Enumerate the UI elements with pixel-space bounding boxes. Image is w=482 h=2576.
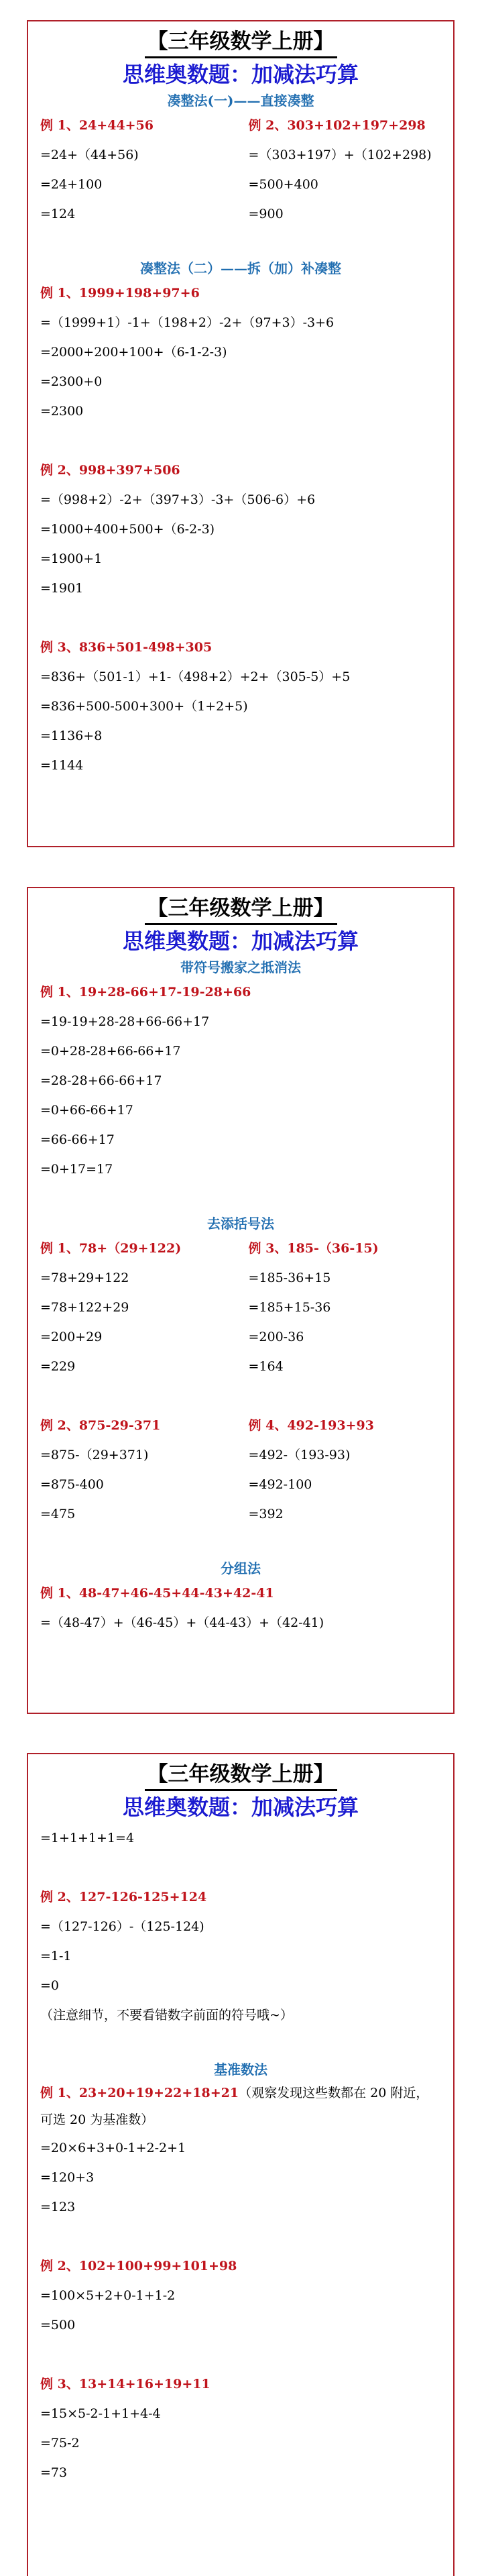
solution-step: =1136+8 bbox=[40, 729, 103, 743]
solution-step: =2300+0 bbox=[40, 374, 103, 389]
page-title: 【三年级数学上册】 bbox=[145, 1761, 337, 1791]
solution-step: =0+66-66+17 bbox=[40, 1103, 133, 1118]
page-subtitle: 思维奥数题：加减法巧算 bbox=[122, 928, 359, 954]
example-heading: 例 2、102+100+99+101+98 bbox=[40, 2259, 237, 2273]
solution-step: =164 bbox=[248, 1359, 284, 1374]
example-columns bbox=[40, 1234, 441, 1381]
example-columns bbox=[40, 1411, 441, 1529]
example-heading: 例 1、48-47+46-45+44-43+42-41 bbox=[40, 1586, 274, 1601]
page-subtitle: 思维奥数题：加减法巧算 bbox=[122, 62, 359, 87]
solution-step: =836+（501-1）+1-（498+2）+2+（305-5）+5 bbox=[40, 669, 351, 684]
solution-step: =28-28+66-66+17 bbox=[40, 1073, 162, 1088]
section-title: 基准数法 bbox=[214, 2061, 267, 2078]
section-title: 带符号搬家之抵消法 bbox=[180, 959, 301, 975]
solution-step: =500 bbox=[40, 2318, 76, 2332]
solution-step: =（127-126）-（125-124) bbox=[40, 1919, 204, 1934]
solution-step: =900 bbox=[248, 207, 284, 221]
example-heading: 例 2、303+102+197+298 bbox=[248, 118, 426, 133]
solution-step: =78+29+122 bbox=[40, 1271, 129, 1285]
section-title: 分组法 bbox=[221, 1560, 261, 1576]
example-heading: 例 2、127-126-125+124 bbox=[40, 1890, 207, 1904]
example-heading: 例 1、19+28-66+17-19-28+66 bbox=[40, 985, 251, 1000]
solution-step: =0 bbox=[40, 1978, 60, 1993]
example-right bbox=[249, 1411, 442, 1529]
worksheet-page-3 bbox=[27, 1753, 455, 2576]
page-header bbox=[40, 895, 441, 957]
page-header bbox=[40, 28, 441, 91]
example-columns bbox=[40, 111, 441, 229]
example-heading: 例 4、492-193+93 bbox=[248, 1418, 374, 1433]
page-header bbox=[40, 1761, 441, 1823]
solution-step: =2000+200+100+（6-1-2-3) bbox=[40, 345, 227, 360]
solution-step: =492-100 bbox=[248, 1477, 312, 1492]
solution-step: =（1999+1）-1+（198+2）-2+（97+3）-3+6 bbox=[40, 315, 335, 330]
solution-step: =78+122+29 bbox=[40, 1300, 129, 1315]
example-block bbox=[40, 977, 441, 1184]
example-heading: 例 3、185-（36-15) bbox=[248, 1241, 379, 1256]
page-title: 【三年级数学上册】 bbox=[145, 28, 337, 58]
solution-step: =492-（193-93) bbox=[248, 1448, 351, 1462]
example-note: （观察发现这些数都在 20 附近，可选 20 为基准数） bbox=[40, 2086, 429, 2127]
example-block bbox=[40, 633, 441, 780]
solution-step: =（998+2）-2+（397+3）-3+（506-6）+6 bbox=[40, 492, 316, 507]
solution-step: =15×5-2-1+1+4-4 bbox=[40, 2406, 161, 2421]
solution-step: =100×5+2+0-1+1-2 bbox=[40, 2288, 176, 2303]
example-block bbox=[40, 2251, 441, 2340]
solution-step: =（48-47）+（46-45）+（44-43）+（42-41) bbox=[40, 1615, 324, 1630]
example-heading: 例 3、836+501-498+305 bbox=[40, 640, 213, 655]
page-subtitle: 思维奥数题：加减法巧算 bbox=[122, 1794, 359, 1820]
solution-step: =836+500-500+300+（1+2+5) bbox=[40, 699, 248, 714]
example-right bbox=[249, 1234, 442, 1381]
example-block bbox=[40, 455, 441, 603]
solution-step: =0+17=17 bbox=[40, 1162, 113, 1177]
example-heading: 例 1、23+20+19+22+18+21 bbox=[40, 2086, 239, 2100]
solution-step: =（303+197）+（102+298) bbox=[248, 148, 432, 162]
example-left bbox=[40, 1411, 249, 1529]
section-title: 凑整法(一)——直接凑整 bbox=[167, 93, 314, 109]
example-heading: 例 1、78+（29+122) bbox=[40, 1241, 182, 1256]
solution-step: =123 bbox=[40, 2200, 76, 2214]
example-block bbox=[40, 2080, 441, 2222]
solution-step: =500+400 bbox=[248, 177, 318, 192]
example-block bbox=[40, 278, 441, 426]
example-heading-with-note bbox=[40, 2080, 441, 2133]
solution-step: =392 bbox=[248, 1507, 284, 1521]
solution-step: =2300 bbox=[40, 404, 84, 419]
solution-step: =73 bbox=[40, 2465, 68, 2480]
solution-step: =1+1+1+1=4 bbox=[40, 1831, 135, 1845]
solution-step: =200+29 bbox=[40, 1330, 103, 1344]
solution-step: =120+3 bbox=[40, 2170, 95, 2185]
solution-step: =1-1 bbox=[40, 1949, 72, 1964]
solution-step: =124 bbox=[40, 207, 76, 221]
example-heading: 例 2、875-29-371 bbox=[40, 1418, 161, 1433]
example-block bbox=[40, 2369, 441, 2487]
example-heading: 例 1、24+44+56 bbox=[40, 118, 154, 133]
worksheet-page-2 bbox=[27, 887, 455, 1714]
solution-step: =475 bbox=[40, 1507, 76, 1521]
solution-step: =1901 bbox=[40, 581, 84, 596]
solution-step: =0+28-28+66-66+17 bbox=[40, 1044, 181, 1059]
example-left bbox=[40, 1234, 249, 1381]
solution-step: =875-（29+371) bbox=[40, 1448, 149, 1462]
example-heading: 例 1、1999+198+97+6 bbox=[40, 286, 200, 301]
solution-step: =66-66+17 bbox=[40, 1132, 115, 1147]
solution-step: =1000+400+500+（6-2-3) bbox=[40, 522, 215, 537]
solution-step: =1144 bbox=[40, 758, 84, 773]
example-left bbox=[40, 111, 249, 229]
solution-step: =24+（44+56) bbox=[40, 148, 139, 162]
solution-step: =185-36+15 bbox=[248, 1271, 331, 1285]
example-block bbox=[40, 1578, 441, 1638]
solution-step: =24+100 bbox=[40, 177, 103, 192]
solution-step: =1900+1 bbox=[40, 551, 103, 566]
section-title: 凑整法（二）——拆（加）补凑整 bbox=[140, 260, 341, 276]
example-block bbox=[40, 1882, 441, 2030]
worksheet-page-1 bbox=[27, 20, 455, 847]
solution-step: =200-36 bbox=[248, 1330, 304, 1344]
solution-step: =185+15-36 bbox=[248, 1300, 331, 1315]
solution-step: =875-400 bbox=[40, 1477, 104, 1492]
tip-note: （注意细节，不要看错数字前面的符号哦~） bbox=[40, 2008, 293, 2023]
solution-step: =229 bbox=[40, 1359, 76, 1374]
solution-step: =75-2 bbox=[40, 2436, 80, 2451]
section-title: 去添括号法 bbox=[207, 1216, 274, 1232]
solution-step: =20×6+3+0-1+2-2+1 bbox=[40, 2141, 186, 2155]
page-title: 【三年级数学上册】 bbox=[145, 895, 337, 925]
example-heading: 例 3、13+14+16+19+11 bbox=[40, 2377, 210, 2392]
solution-step: =19-19+28-28+66-66+17 bbox=[40, 1014, 210, 1029]
example-heading: 例 2、998+397+506 bbox=[40, 463, 180, 478]
example-right bbox=[249, 111, 442, 229]
